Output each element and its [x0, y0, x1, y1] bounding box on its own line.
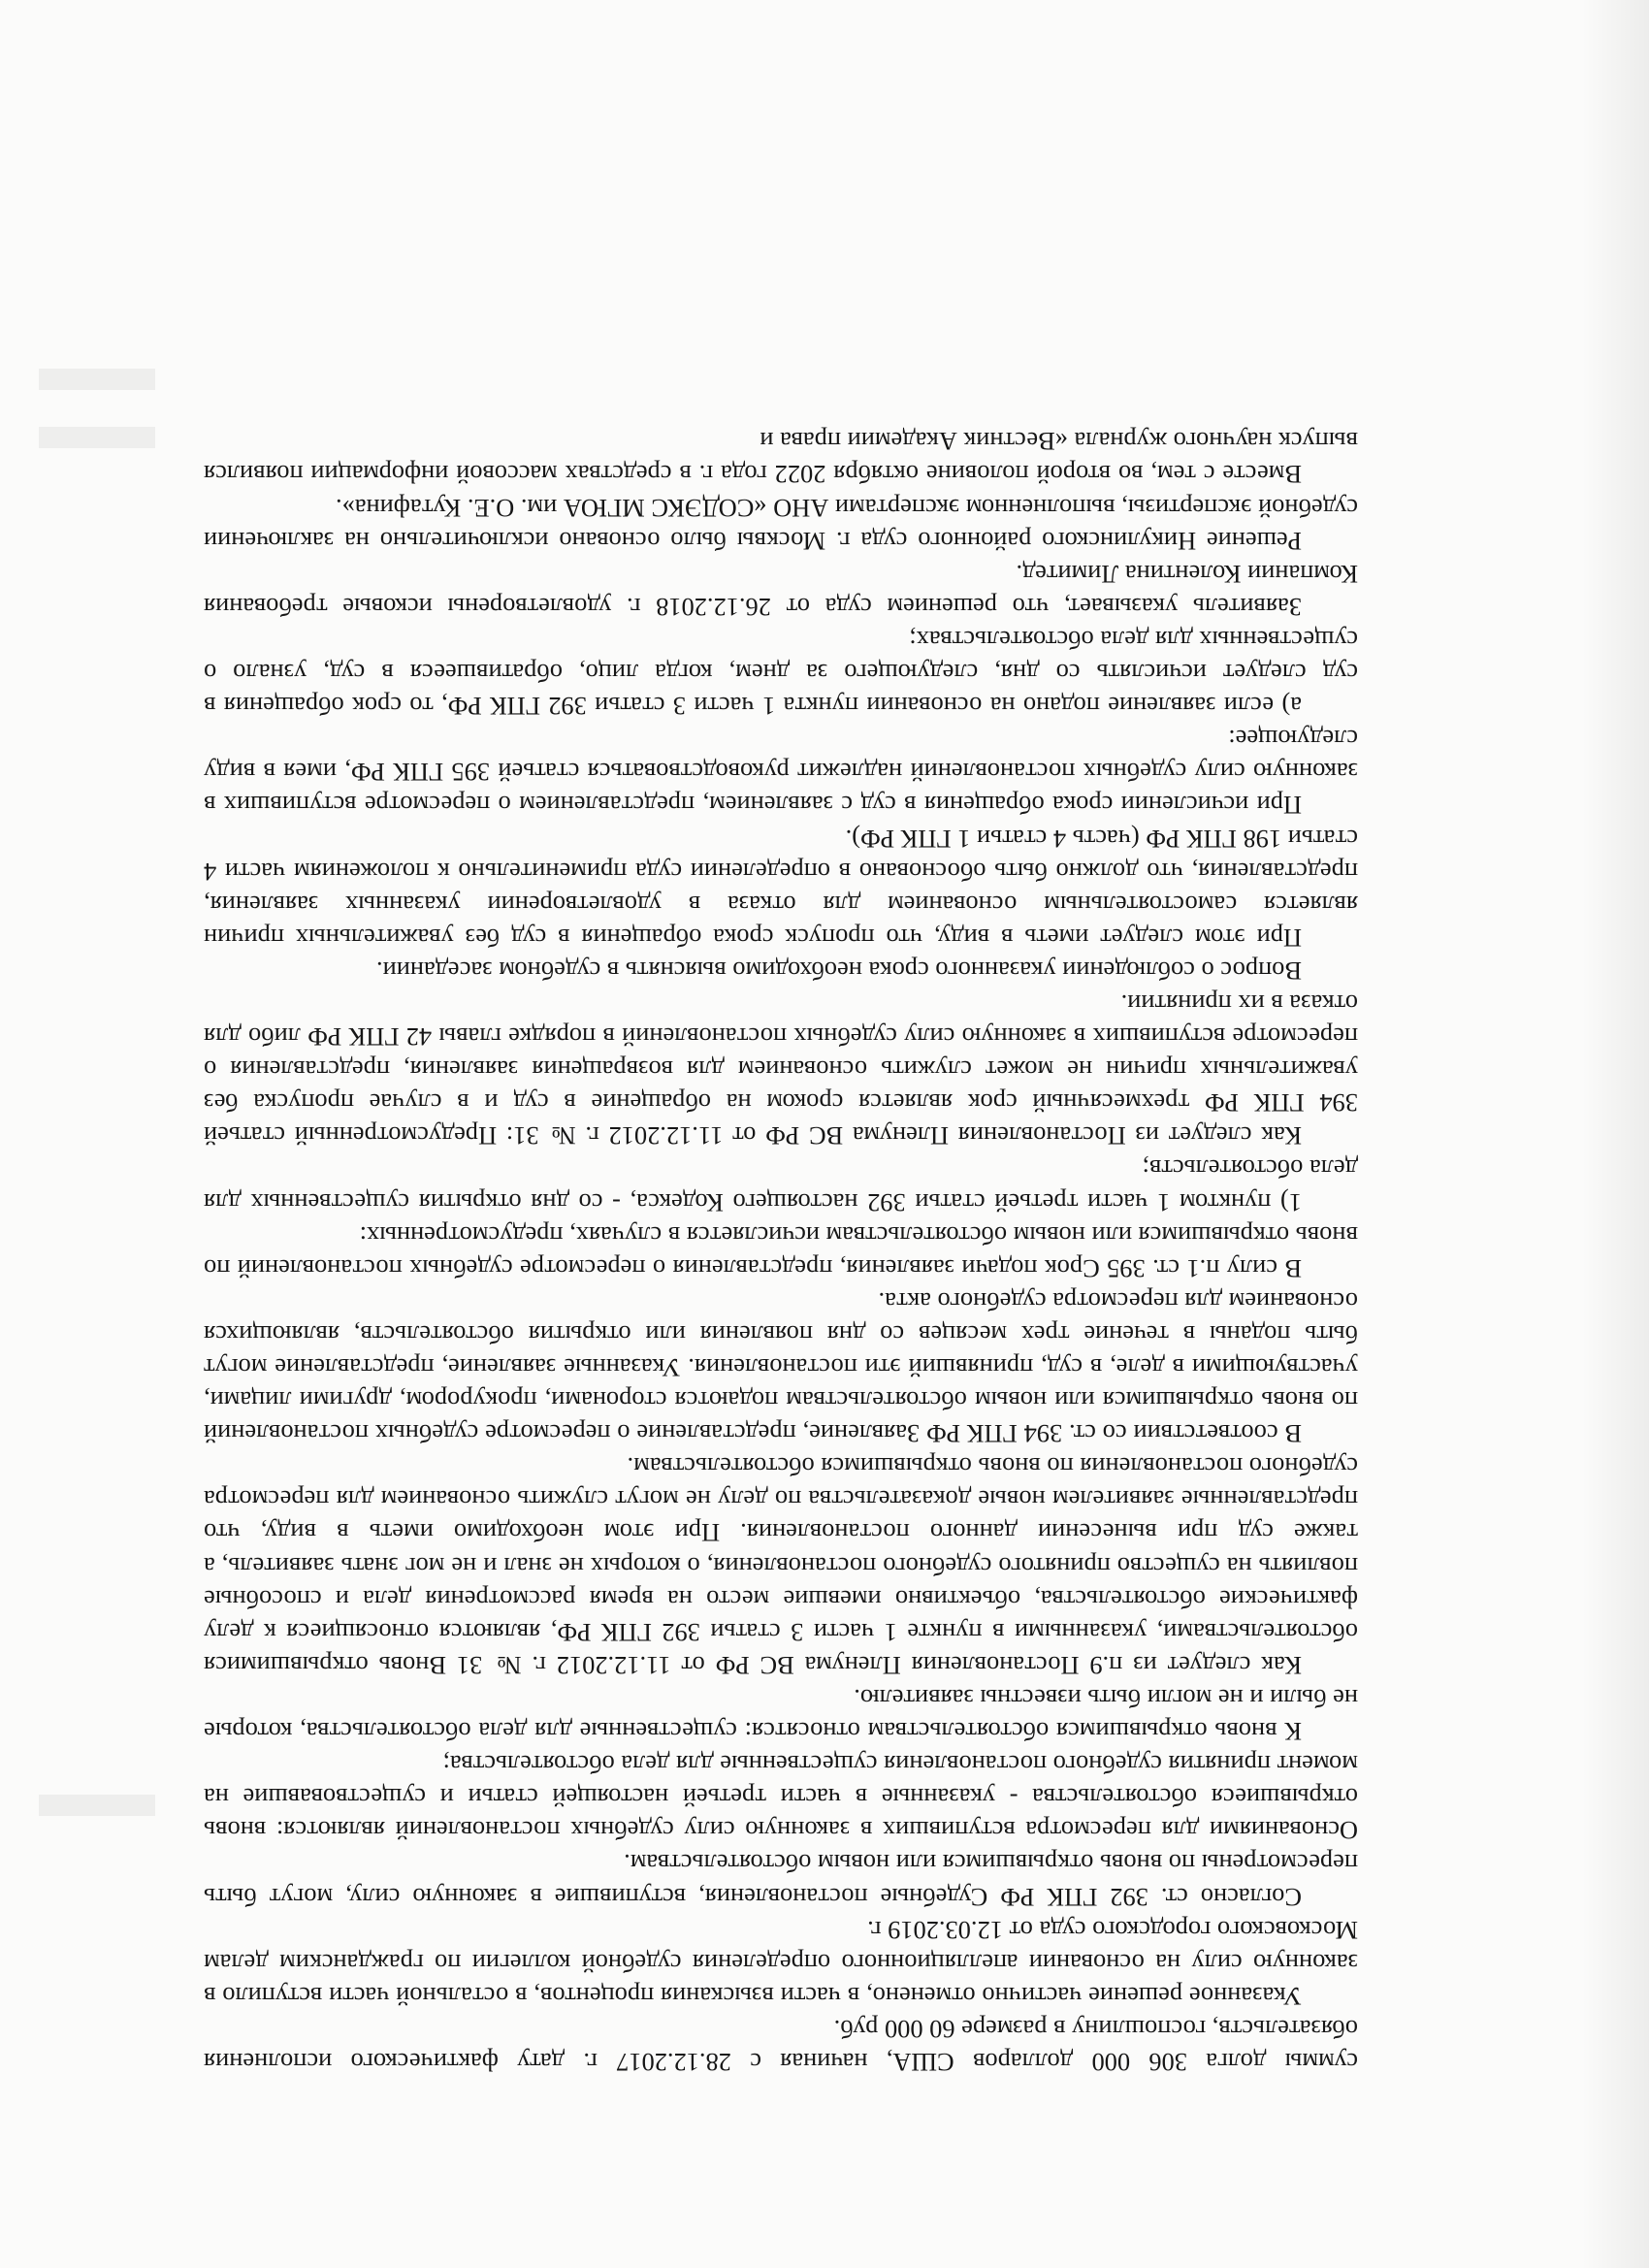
- paragraph-calculation-of-term: При исчислении срока обращения в суд с заявлением, представлением о пересмотре вступивших в законную силу судебных постановлений надлежит руководствоваться статьей 395 ГПК РФ, имея в виду следующее:: [204, 725, 1358, 821]
- paragraph-article-395: В силу п.1 ст. 395 Срок подачи заявления, представления о пересмотре судебных постановлений по вновь открывшимся или новым обстоятельствам исчисляется в случаях, предусмотренных:: [204, 1220, 1358, 1283]
- paragraph-subitem-a: а) если заявление подано на основании пункта 1 части 3 статьи 392 ГПК РФ, то срок обращения в суд следует исчислять со дня, следующего за днем, когда лицо, обратившееся в суд, узнало о существенных для дела обстоятельствах;: [204, 625, 1358, 722]
- paragraph-journal-publication: Вместе с тем, во второй половине октября 2022 года г. в средствах массовой информации появился выпуск научного журнала «Вестник Академии права и: [204, 427, 1358, 490]
- paragraph-article-394: В соответствии со ст. 394 ГПК РФ Заявление, представление о пересмотре судебных постановлений по вновь открывшимся или новым обстоятельствам подаются сторонами, прокурором, другими лицами, участвующими в деле, в суд, принявший эти постановления. Указанные заявление, представление могут быть поданы в течение трех месяцев со дня появления или открытия обстоятельств, являющихся основанием для пересмотра судебного акта.: [204, 1286, 1358, 1449]
- paragraph-newly-discovered: К вновь открывшимся обстоятельствам относятся: существенные для дела обстоятельства, которые не были и не могли быть известны заявителю.: [204, 1683, 1358, 1747]
- paragraph-applicant-states: Заявитель указывает, что решением суда от 26.12.2018 г. удовлетворены исковые требования Компании Колентина Лимитед.: [204, 559, 1358, 622]
- paragraph-compliance-question: Вопрос о соблюдении указанного срока необходимо выяснять в судебном заседании.: [376, 956, 1302, 986]
- paragraph-nikulinsky-decision: Решение Никулинского районного суда г. Москвы было основано исключительно на заключении судебной экспертизы, выполненном экспертами АНО «СОДЭКС МГЮА им. О.Е. Кутафина».: [204, 493, 1358, 556]
- paragraph-grounds-for-review: Основаниями для пересмотра вступивших в законную силу судебных постановлений являются: вновь открывшиеся обстоятельства - указанные в части третьей настоящей статьи и существовавшие на момент принятия судебного постановления существенные для дела обстоятельства;: [204, 1750, 1358, 1846]
- paragraph-item-1: 1) пунктом 1 части третьей статьи 392 настоящего Кодекса, - со дня открытия существенных для дела обстоятельств;: [204, 1154, 1358, 1217]
- paragraph-missed-deadline: При этом следует иметь в виду, что пропуск срока обращения в суд без уважительных причин является самостоятельным основанием для отказа в удовлетворении указанных заявления, представления, что должно быть обосновано в определении суда применительно к положениям части 4 статьи 198 ГПК РФ (часть 4 статьи 1 ГПК РФ).: [204, 824, 1358, 953]
- paragraph-article-392: Согласно ст. 392 ГПК РФ Судебные постановления, вступившие в законную силу, могут быть пересмотрены по вновь открывшимся или новым обстоятельствам.: [204, 1849, 1358, 1912]
- scan-artifact: [39, 1795, 155, 1816]
- scan-artifact: [39, 427, 155, 448]
- scan-artifact: [39, 369, 155, 390]
- paragraph-appeal-ruling: Указанное решение частично отменено, в части взыскания процентов, в остальной части вступило в законную силу на основании апелляционного определения судебной коллегии по гражданским делам Московского городского суда от 12.03.2019 г.: [204, 1915, 1358, 2011]
- paragraph-plenum-three-month: Как следует из Постановления Пленума ВС РФ от 11.12.2012 г. № 31: Предусмотренный статьей 394 ГПК РФ трехмесячный срок является сроком на обращение в суд и в случае пропуска без уважительных причин не может служить основанием для возвращения заявления, представления о пересмотре вступивших в законную силу судебных постановлений в порядке главы 42 ГПК РФ либо для отказа в их принятии.: [204, 989, 1358, 1151]
- paragraph-plenum-clause-9: Как следует из п.9 Постановления Пленума ВС РФ от 11.12.2012 г. № 31 Вновь открывшимися обстоятельствами, указанными в пункте 1 части 3 статьи 392 ГПК РФ, являются относящиеся к делу фактические обстоятельства, объективно имевшие место на время рассмотрения дела и способные повлиять на существо принятого судебного постановления, о которых не знал и не мог знать заявитель, а также суд при вынесении данного постановления. При этом необходимо иметь в виду, что представленные заявителем новые доказательства по делу не могут служить основанием для пересмотра судебного постановления по вновь открывшимся обстоятельствам.: [204, 1452, 1358, 1680]
- paragraph-debt-amount: суммы долга 306 000 долларов США, начиная с 28.12.2017 г. дату фактического исполнения обязательств, госпошлину в размере 60 000 руб.: [204, 2014, 1358, 2077]
- document-body: [204, 425, 1358, 2079]
